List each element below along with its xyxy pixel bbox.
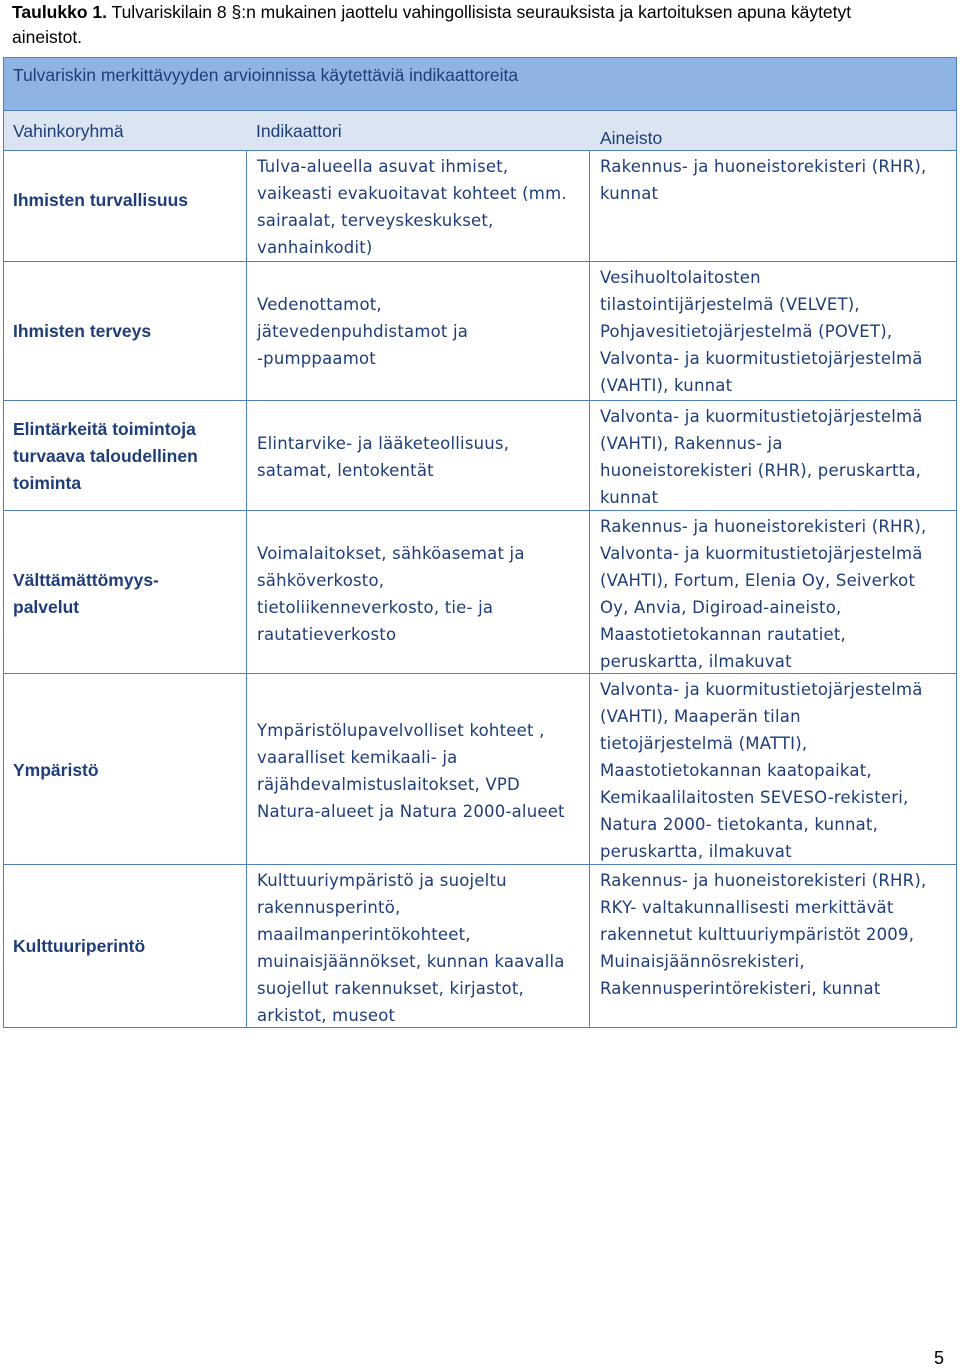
cell-indicator — [247, 262, 590, 400]
cell-source-line: Pohjavesitietojärjestelmä (POVET), — [600, 322, 893, 341]
cell-group-line: Ihmisten terveys — [13, 321, 152, 341]
cell-source — [590, 674, 956, 864]
indicator-table — [3, 57, 957, 1028]
cell-group-line: Ihmisten turvallisuus — [13, 190, 189, 210]
cell-source — [590, 401, 956, 510]
table-row — [4, 673, 956, 864]
cell-source-line: Maastotietokannan rautatiet, — [600, 625, 846, 644]
cell-indicator-line: suojellut rakennukset, kirjastot, — [257, 979, 524, 998]
cell-group — [4, 511, 247, 673]
cell-source-line: Maastotietokannan kaatopaikat, — [600, 761, 872, 780]
header-indicator: Indikaattori — [256, 121, 342, 141]
cell-source-line: Vesihuoltolaitosten — [600, 268, 761, 287]
cell-indicator-line: Ympäristölupavelvolliset kohteet , — [257, 721, 545, 740]
cell-source-line: kunnat — [600, 488, 659, 507]
cell-group — [4, 401, 247, 510]
header-group: Vahinkoryhmä — [13, 121, 124, 141]
cell-indicator-line: Elintarvike- ja lääketeollisuus, — [257, 434, 510, 453]
cell-indicator-line: Kulttuuriympäristö ja suojeltu — [257, 871, 507, 890]
cell-source-line: Rakennus- ja huoneistorekisteri (RHR), — [600, 871, 927, 890]
cell-group-text — [13, 567, 240, 621]
cell-source — [590, 262, 956, 400]
cell-source-text — [600, 513, 952, 675]
cell-indicator-line: räjähdevalmistuslaitokset, VPD — [257, 775, 520, 794]
cell-group-line: Välttämättömyys- — [13, 570, 159, 590]
cell-group-line: Kulttuuriperintö — [13, 936, 146, 956]
cell-source-line: tietojärjestelmä (MATTI), — [600, 734, 808, 753]
cell-indicator-line: satamat, lentokentät — [257, 461, 434, 480]
table-row — [4, 864, 956, 1027]
table-row — [4, 400, 956, 510]
cell-source-line: Muinaisjäännösrekisteri, — [600, 952, 805, 971]
cell-indicator-text — [257, 153, 585, 261]
table-header-row — [4, 111, 956, 151]
cell-indicator-line: vaaralliset kemikaali- ja — [257, 748, 458, 767]
cell-indicator-line: rautatieverkosto — [257, 625, 397, 644]
cell-indicator-line: sähköverkosto, — [257, 571, 385, 590]
cell-source-line: Oy, Anvia, Digiroad-aineisto, — [600, 598, 842, 617]
cell-source-line: rakennetut kulttuuriympäristöt 2009, — [600, 925, 915, 944]
cell-indicator-text — [257, 867, 585, 1029]
cell-indicator-line: Voimalaitokset, sähköasemat ja — [257, 544, 525, 563]
cell-group — [4, 865, 247, 1027]
cell-group-text — [13, 318, 240, 345]
caption-text: Tulvariskilain 8 §:n mukainen jaottelu vahingollisista seurauksista ja kartoituksen apuna käytetyt — [106, 2, 852, 22]
cell-source-line: Rakennus- ja huoneistorekisteri (RHR), — [600, 157, 927, 176]
cell-indicator-line: -pumppaamot — [257, 349, 376, 368]
cell-indicator-line: jätevedenpuhdistamot ja — [257, 322, 469, 341]
cell-indicator-text — [257, 430, 585, 484]
caption-text-line2: aineistot. — [12, 27, 83, 47]
caption-label: Taulukko 1. — [12, 2, 107, 22]
cell-indicator-line: muinaisjäännökset, kunnan kaavalla — [257, 952, 565, 971]
cell-group — [4, 674, 247, 864]
cell-indicator-text — [257, 291, 585, 372]
cell-source-line: RKY- valtakunnallisesti merkittävät — [600, 898, 894, 917]
cell-source-text — [600, 403, 952, 511]
cell-group-text — [13, 757, 240, 784]
cell-source-line: (VAHTI), Fortum, Elenia Oy, Seiverkot — [600, 571, 916, 590]
cell-source-line: (VAHTI), Rakennus- ja — [600, 434, 783, 453]
cell-source-line: Rakennusperintörekisteri, kunnat — [600, 979, 881, 998]
cell-source — [590, 511, 956, 673]
cell-source-line: Natura 2000- tietokanta, kunnat, — [600, 815, 879, 834]
cell-indicator-line: vaikeasti evakuoitavat kohteet (mm. — [257, 184, 567, 203]
cell-indicator-line: tietoliikenneverkosto, tie- ja — [257, 598, 494, 617]
cell-indicator-text — [257, 717, 585, 825]
page-number: 5 — [934, 1348, 945, 1368]
cell-source-line: Kemikaalilaitosten SEVESO-rekisteri, — [600, 788, 909, 807]
cell-source-line: kunnat — [600, 184, 659, 203]
cell-source — [590, 151, 956, 261]
cell-group-line: Ympäristö — [13, 760, 99, 780]
cell-group-line: toiminta — [13, 473, 82, 493]
cell-source-text — [600, 867, 952, 1002]
table-row — [4, 151, 956, 261]
cell-source-line: peruskartta, ilmakuvat — [600, 842, 792, 861]
cell-indicator-line: maailmanperintökohteet, — [257, 925, 471, 944]
cell-source-line: Rakennus- ja huoneistorekisteri (RHR), — [600, 517, 927, 536]
cell-group — [4, 151, 247, 261]
table-title-bar — [4, 58, 956, 111]
header-source: Aineisto — [600, 128, 663, 148]
cell-group — [4, 262, 247, 400]
cell-indicator — [247, 865, 590, 1027]
cell-indicator-line: vanhainkodit) — [257, 238, 373, 257]
cell-source — [590, 865, 956, 1027]
cell-indicator-line: arkistot, museot — [257, 1006, 396, 1025]
cell-group-text — [13, 187, 240, 214]
table-title: Tulvariskin merkittävyyden arvioinnissa käytettäviä indikaattoreita — [13, 65, 519, 85]
table-caption — [12, 0, 952, 50]
cell-source-line: peruskartta, ilmakuvat — [600, 652, 792, 671]
cell-group-line: palvelut — [13, 597, 80, 617]
cell-source-line: Valvonta- ja kuormitustietojärjestelmä — [600, 407, 923, 426]
cell-source-line: Valvonta- ja kuormitustietojärjestelmä — [600, 544, 923, 563]
cell-source-line: huoneistorekisteri (RHR), peruskartta, — [600, 461, 922, 480]
cell-group-text — [13, 933, 240, 960]
cell-source-text — [600, 153, 952, 207]
cell-indicator — [247, 674, 590, 864]
table-body — [4, 151, 956, 1027]
cell-group-text — [13, 416, 240, 497]
cell-indicator-line: Tulva-alueella asuvat ihmiset, — [257, 157, 509, 176]
cell-indicator — [247, 401, 590, 510]
cell-group-line: turvaava taloudellinen — [13, 446, 198, 466]
cell-indicator-line: sairaalat, terveyskeskukset, — [257, 211, 494, 230]
cell-source-line: Valvonta- ja kuormitustietojärjestelmä — [600, 349, 923, 368]
cell-source-text — [600, 676, 952, 865]
table-row — [4, 261, 956, 400]
cell-indicator-line: rakennusperintö, — [257, 898, 401, 917]
cell-indicator — [247, 151, 590, 261]
table-row — [4, 510, 956, 673]
cell-source-line: (VAHTI), Maaperän tilan — [600, 707, 801, 726]
cell-source-line: (VAHTI), kunnat — [600, 376, 733, 395]
cell-group-line: Elintärkeitä toimintoja — [13, 419, 196, 439]
cell-source-line: Valvonta- ja kuormitustietojärjestelmä — [600, 680, 923, 699]
cell-source-text — [600, 264, 952, 399]
cell-indicator-text — [257, 540, 585, 648]
cell-indicator — [247, 511, 590, 673]
cell-indicator-line: Natura-alueet ja Natura 2000-alueet — [257, 802, 565, 821]
cell-indicator-line: Vedenottamot, — [257, 295, 382, 314]
cell-source-line: tilastointijärjestelmä (VELVET), — [600, 295, 860, 314]
